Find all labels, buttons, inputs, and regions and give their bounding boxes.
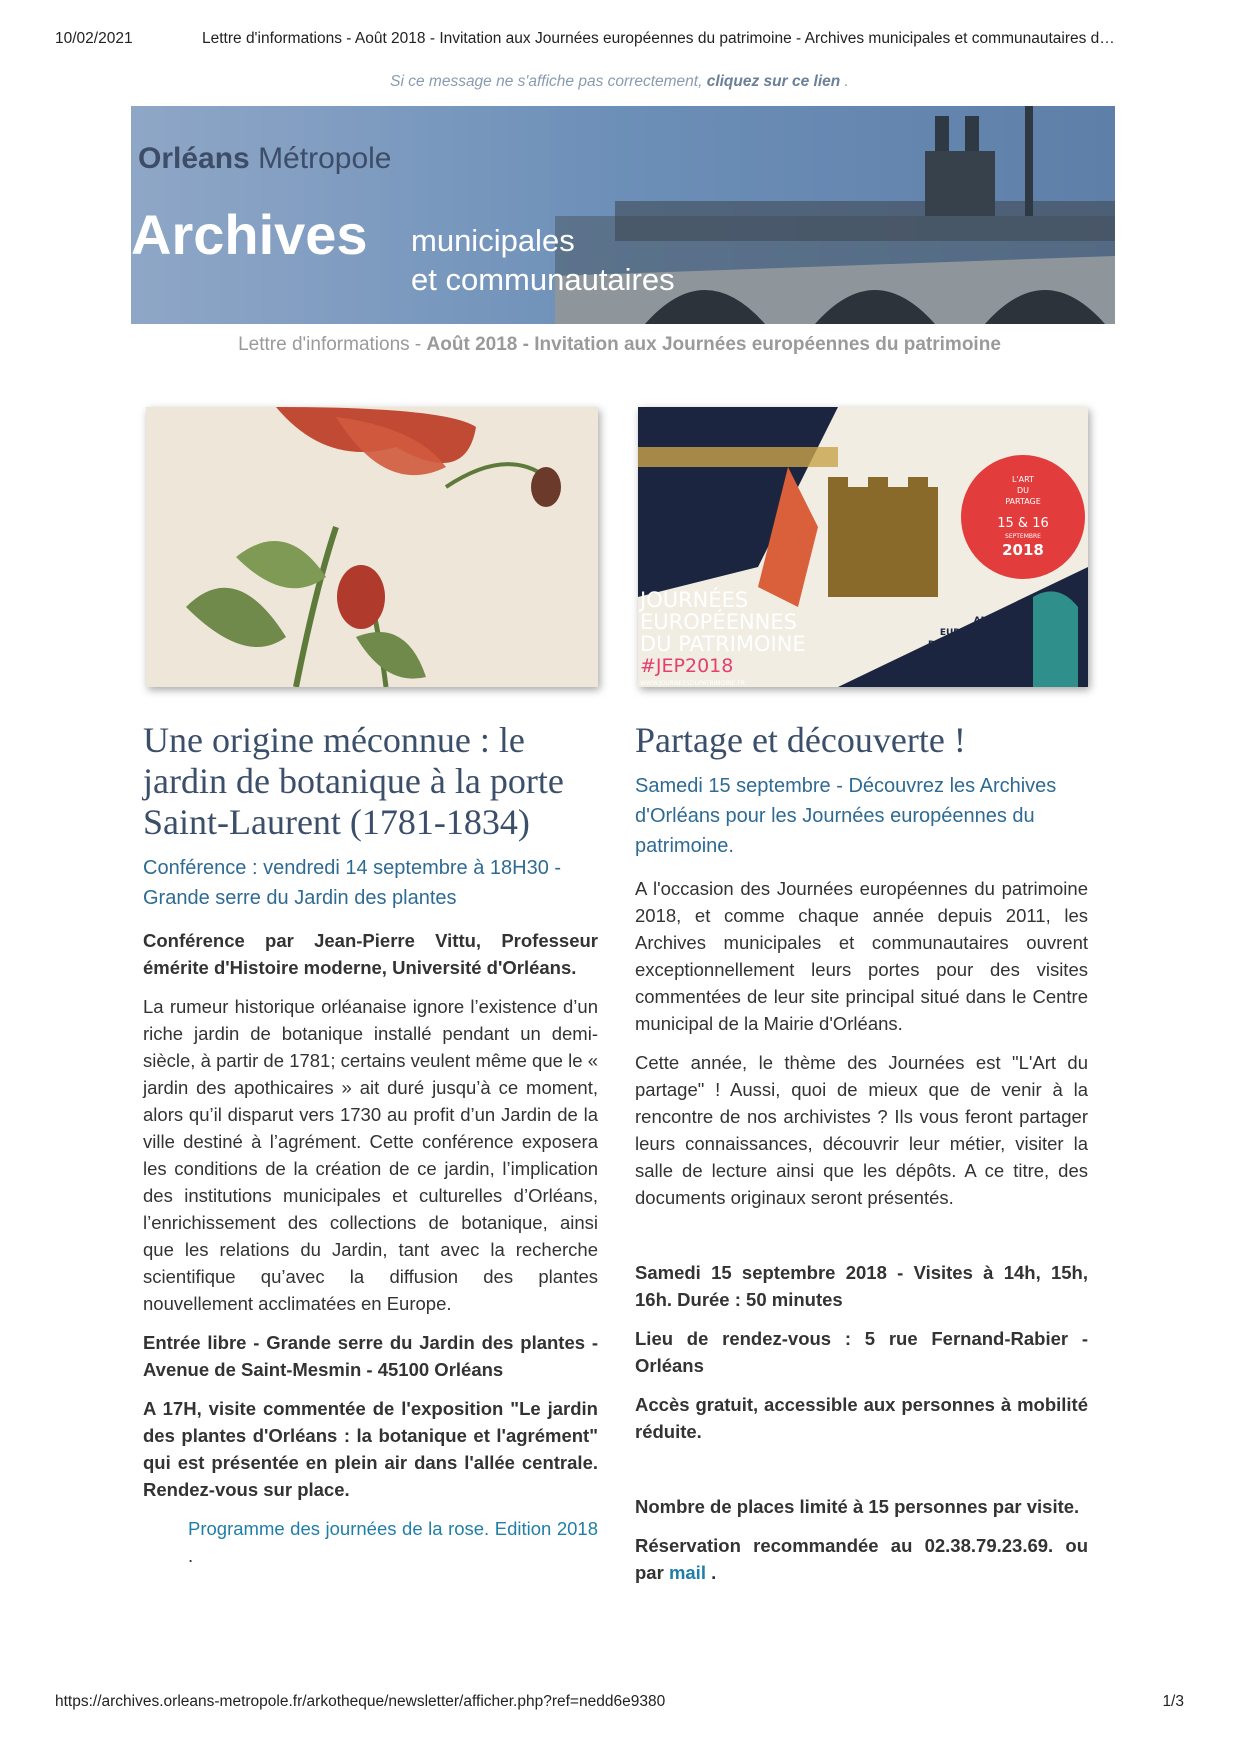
print-header (55, 30, 1184, 48)
article-open-days (635, 720, 1088, 1598)
article-lead: Samedi 15 septembre - Découvrez les Archives d'Orléans pour les Journées européennes du patrimoine. (635, 775, 1057, 857)
notice-link[interactable]: cliquez sur ce lien (706, 73, 841, 90)
print-footer (55, 1693, 1184, 1711)
svg-text:SEPTEMBRE: SEPTEMBRE (1005, 533, 1041, 540)
newsletter-subtitle: Lettre d'informations - Août 2018 - Invitation aux Journées européennes du patrimoine (238, 334, 1001, 355)
svg-text:15 & 16: 15 & 16 (997, 516, 1049, 531)
svg-text:ANNÉE: ANNÉE (973, 616, 1008, 626)
print-url: https://archives.orleans-metropole.fr/arkotheque/newsletter/afficher.php?ref=nedd6e9380 (55, 1693, 666, 1710)
places-limit: Nombre de places limité à 15 personnes par visite. (635, 1496, 1080, 1517)
access-info: Accès gratuit, accessible aux personnes à mobilité réduite. (635, 1394, 1088, 1442)
header-banner (131, 106, 1115, 324)
banner-line1: municipales (411, 223, 575, 258)
article-body-1: A l'occasion des Journées européennes du patrimoine 2018, et comme chaque année depuis 2011, les Archives municipales et communautaires ouvrent exceptionnellement leurs portes pour des visites commentées de leur site principal situé dans le Centre municipal de la Mairie d'Orléans. (635, 878, 1088, 1034)
svg-text:EUROPÉENNES: EUROPÉENNES (640, 610, 797, 634)
program-link[interactable]: Programme des journées de la rose. Edition 2018 (188, 1518, 598, 1539)
svg-text:JOURNÉES: JOURNÉES (640, 588, 749, 612)
article-body-2: Cette année, le thème des Journées est "L'Art du partage" ! Aussi, quoi de mieux que de venir à la rencontre de nos archivistes ? Ils vous feront partager leurs connaissances, découvrir leur métier, visiter la salle de lecture ainsi que les dépôts. A ce titre, des documents originaux seront présentés. (635, 1052, 1088, 1208)
entry-info: Entrée libre - Grande serre du Jardin des plantes - Avenue de Saint-Mesmin - 45100 Orléans (143, 1332, 598, 1380)
schedule: Samedi 15 septembre 2018 - Visites à 14h, 15h, 16h. Durée : 50 minutes (635, 1262, 1088, 1310)
article-botanical-garden (143, 720, 598, 1581)
svg-text:PARTAGE: PARTAGE (1005, 497, 1041, 506)
svg-text:EUROPÉENNE: EUROPÉENNE (939, 628, 1008, 638)
svg-text:WWW.JOURNEESDUPATRIMOINE.FR: WWW.JOURNEESDUPATRIMOINE.FR (640, 680, 745, 687)
speaker: Conférence par Jean-Pierre Vittu, Professeur émérite d'Histoire moderne, Université d'Orléans. (143, 930, 598, 978)
article-lead: Conférence : vendredi 14 septembre à 18H30 - Grande serre du Jardin des plantes (143, 857, 562, 909)
print-title: Lettre d'informations - Août 2018 - Invitation aux Journées européennes du patrimoine - Archives municipales et communautaires d… (202, 30, 1115, 47)
jep-2018-poster (638, 407, 1088, 687)
svg-text:DU PATRIMOINE: DU PATRIMOINE (640, 632, 806, 656)
booking-info: Réservation recommandée au 02.38.79.23.69. ou par mail . (635, 1535, 1088, 1583)
poppy-illustration (146, 407, 598, 687)
notice-end: . (840, 73, 849, 90)
banner-line2: et communautaires (411, 262, 675, 297)
svg-text:2018: 2018 (1002, 541, 1044, 559)
svg-text:DU: DU (1016, 486, 1030, 495)
mail-link[interactable]: mail (668, 1562, 706, 1583)
svg-text:#JEP2018: #JEP2018 (640, 655, 734, 677)
visit-info: A 17H, visite commentée de l'exposition "Le jardin des plantes d'Orléans : la botanique et l'agrément" qui est présentée en plein air dans l'allée centrale. Rendez-vous sur place. (143, 1398, 598, 1500)
banner-org: Orléans Métropole (138, 142, 392, 175)
article-title: Partage et découverte ! (635, 720, 966, 760)
article-body: La rumeur historique orléanaise ignore l’existence d’un riche jardin de botanique installé pendant un demi-siècle, à partir de 1781; certains veulent même que le « jardin des apothicaires » ait duré jusqu’à ce moment, alors qu’il disparut vers 1730 au profit d’un Jardin de la ville destiné à l’agrément. Cette conférence exposera les conditions de la création de ce jardin, l’implication des institutions municipales et culturelles d’Orléans, l’enrichissement des collections de botanique, ainsi que les relations du Jardin, tant avec la recherche scientifique qu’avec la diffusion des plantes nouvellement acclimatées en Europe. (143, 996, 598, 1314)
meeting-place: Lieu de rendez-vous : 5 rue Fernand-Rabier - Orléans (635, 1328, 1088, 1376)
print-date: 10/02/2021 (55, 30, 133, 47)
display-notice (0, 73, 1239, 91)
page-number: 1/3 (1162, 1693, 1184, 1710)
article-title: Une origine méconnue : le jardin de botanique à la porte Saint-Laurent (1781-1834) (143, 720, 564, 842)
svg-text:DU PATRIMOINE: DU PATRIMOINE (927, 640, 1008, 650)
svg-text:CULTUREL 2018: CULTUREL 2018 (929, 652, 1008, 662)
notice-text: Si ce message ne s'affiche pas correctement, (390, 73, 707, 90)
program-paragraph: Programme des journées de la rose. Edition 2018 . (188, 1518, 598, 1566)
svg-text:L'ART: L'ART (1012, 475, 1034, 484)
banner-title: Archives (131, 203, 368, 266)
